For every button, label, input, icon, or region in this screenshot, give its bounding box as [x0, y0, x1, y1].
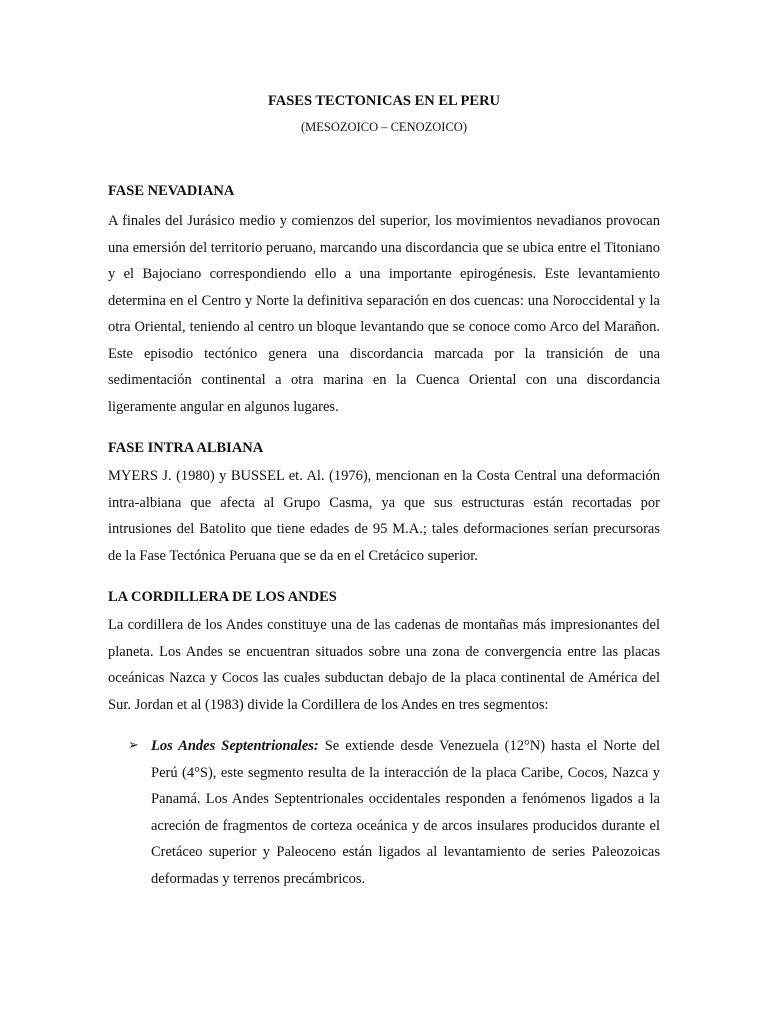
section-heading: LA CORDILLERA DE LOS ANDES: [108, 589, 337, 605]
section-paragraph: MYERS J. (1980) y BUSSEL et. Al. (1976), mencionan en la Costa Central una deformación intra-albiana que afecta al Grupo Casma, ya que sus estructuras están recortadas por intrusiones del Batolito que tiene edades de 95 M.A.; tales deformaciones serían precursoras de la Fase Tectónica Peruana que se da en el Cretácico superior.: [108, 468, 660, 564]
segment-list: [108, 733, 660, 892]
bullet-term: Los Andes Septentrionales:: [151, 738, 319, 754]
section-fase-intra-albiana: [108, 439, 660, 569]
document-page: [108, 92, 660, 892]
section-fase-nevadiana: [108, 182, 660, 420]
list-item: [128, 733, 660, 892]
section-paragraph: La cordillera de los Andes constituye una de las cadenas de montañas más impresionantes del planeta. Los Andes se encuentran situados sobre una zona de convergencia entre las placas oceánicas Nazca y Cocos las cuales subductan debajo de la placa continental de América del Sur. Jordan et al (1983) divide la Cordillera de los Andes en tres segmentos:: [108, 617, 660, 713]
document-title: FASES TECTONICAS EN EL PERU: [267, 93, 501, 109]
section-heading: FASE INTRA ALBIANA: [108, 440, 264, 456]
section-heading: FASE NEVADIANA: [108, 183, 235, 199]
bullet-text: Se extiende desde Venezuela (12°N) hasta el Norte del Perú (4°S), este segmento resulta de la interacción de la placa Caribe, Cocos, Nazca y Panamá. Los Andes Septentrionales occidentales responden a fenómenos ligados a la acreción de fragmentos de corteza oceánica y de arcos insulares producidos durante el Cretáceo superior y Paleoceno están ligados al levantamiento de series Paleozoicas deformadas y terrenos precámbricos.: [151, 738, 660, 887]
arrow-bullet-icon: ➢: [128, 738, 139, 753]
section-cordillera-andes: [108, 588, 660, 892]
section-paragraph: A finales del Jurásico medio y comienzos del superior, los movimientos nevadianos provocan una emersión del territorio peruano, marcando una discordancia que se ubica entre el Titoniano y el Bajociano correspondiendo ello a una importante epirogénesis. Este levantamiento determina en el Centro y Norte la definitiva separación en dos cuencas: una Noroccidental y la otra Oriental, teniendo al centro un bloque levantando que se conoce como Arco del Marañon. Este episodio tectónico genera una discordancia marcada por la transición de una sedimentación continental a otra marina en la Cuenca Oriental con una discordancia ligeramente angular en algunos lugares.: [108, 213, 660, 415]
document-subtitle: (MESOZOICO – CENOZOICO): [301, 120, 467, 134]
